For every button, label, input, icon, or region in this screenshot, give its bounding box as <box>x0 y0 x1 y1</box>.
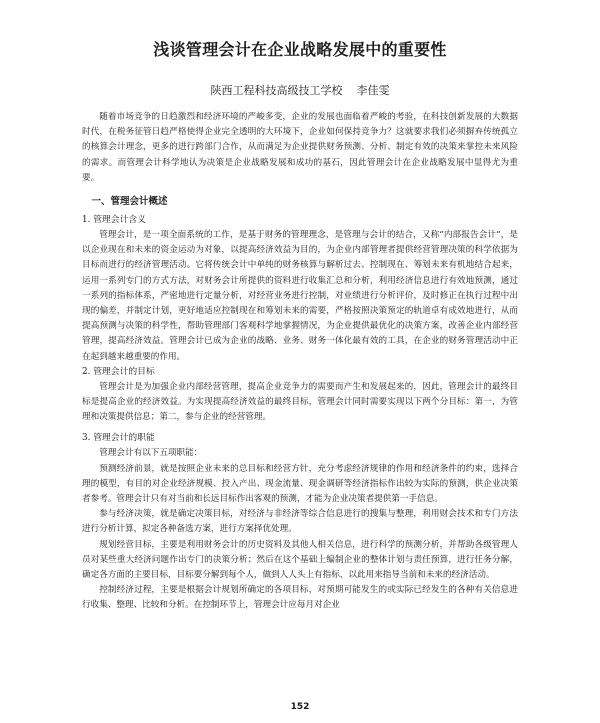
subsection-heading-definition: 1. 管理会计含义 <box>82 215 146 226</box>
function-item-decision: 参与经济决策，就是确定决策目标，对经济与非经济等综合信息进行的搜集与整理，利用财会技术和专门方法进行分析计算，拟定各种备选方案，进行方案择优处理。 <box>82 509 518 535</box>
author-name: 李佳雯 <box>356 84 390 97</box>
function-item-control: 控制经济过程，主要是根据会计规划所确定的各项目标，对预期可能发生的或实际已经发生的各种有关信息进行收集、整理、比较和分析。在控制环节上，管理会计应每月对企业 <box>82 585 518 611</box>
paper-title: 浅谈管理会计在企业战略发展中的重要性 <box>153 40 447 59</box>
subsection-heading-functions: 3. 管理会计的职能 <box>82 433 155 444</box>
function-item-forecast: 预测经济前景，就是按照企业未来的总目标和经营方针，充分考虑经济规律的作用和经济条件的约束，选择合理的模型，有目的对企业经济规模、投入产出、现金流量、现金调研等经济指标作出较为实际的预测，供企业决策者参考。管理会计只有对当前和长远目标作出客观的预测，才能为企业决策者提供第一手信息。 <box>82 463 518 505</box>
functions-intro: 管理会计有以下五项职能： <box>99 448 203 459</box>
subsection-heading-goal: 2. 管理会计的目标 <box>82 366 155 377</box>
author-school: 陕西工程科技高级技工学校 <box>210 84 343 97</box>
goal-paragraph: 管理会计是为加强企业内部经营管理，提高企业竞争力的需要而产生和发展起来的，因此，管理会计的最终目标是提高企业的经济效益。为实现提高经济效益的最终目标，管理会计同时需要实现以下两个分目标：第一，为管理和决策提供信息；第二，参与企业的经营管理。 <box>82 381 518 423</box>
author-line <box>82 84 518 98</box>
abstract-paragraph: 随着市场竞争的日趋激烈和经济环境的严峻多变，企业的发展也面临着严峻的考验，在科技创新发展的大数据时代，在税务征管日趋严格使得企业完全透明的大环境下，企业如何保持竞争力？这就要求我们必须摒弃传统孤立的核算会计理念，更多的进行跨部门合作，从而满足为企业提供财务预测、分析、制定有效的决策来掌控未来风险的需求。而管理会计科学地认为决策是企业战略发展和成功的基石，因此管理会计在企业战略发展中显得尤为重要。 <box>82 112 518 183</box>
function-item-planning: 规划经营目标，主要是利用财务会计的历史资料及其他人相关信息，进行科学的预测分析，并帮助各级管理人员对某些重大经济问题作出专门的决策分析；然后在这个基础上编制企业的整体计划与责任预算，进行任务分解，确定各方面的主要目标，目标要分解到每个人，做到人人头上有指标，以此用来指导当前和未来的经济活动。 <box>82 539 518 581</box>
page-number: 152 <box>290 702 310 712</box>
section-heading-overview: 一、管理会计概述 <box>91 196 168 208</box>
definition-paragraph: 管理会计，是一项全面系统的工作，是基于财务的管理理念，是管理与会计的结合，又称“内部报告会计”，是以企业现在和未来的资金运动为对象，以提高经济效益为目的，为企业内部管理者提供经营管理决策的科学依据为目标而进行的经济管理活动。它将传统会计中单纯的财务核算与解析过去、控制现在、筹划未来有机地结合起来，运用一系列专门的方式方法，对财务会计所提供的资料进行收集汇总和分析，利用经济信息进行有效地预测，通过一系列的指标体系，严密地进行定量分析，对经营业务进行控制，对业绩进行分析评价，及时修正在执行过程中出现的偏差，并制定计划，更好地适应控制现在和筹划未来的需要，严格按照决策预定的轨道卓有成效地进行，从而提高预测与决策的科学性，帮助管理部门客观科学地掌握情况，为企业提供最优化的决策方案，改善企业内部经营管理，提高经济效益。管理会计已成为企业的战略、业务、财务一体化最有效的工具，在企业的财务管理活动中正在起到越来越重要的作用。 <box>82 230 518 362</box>
